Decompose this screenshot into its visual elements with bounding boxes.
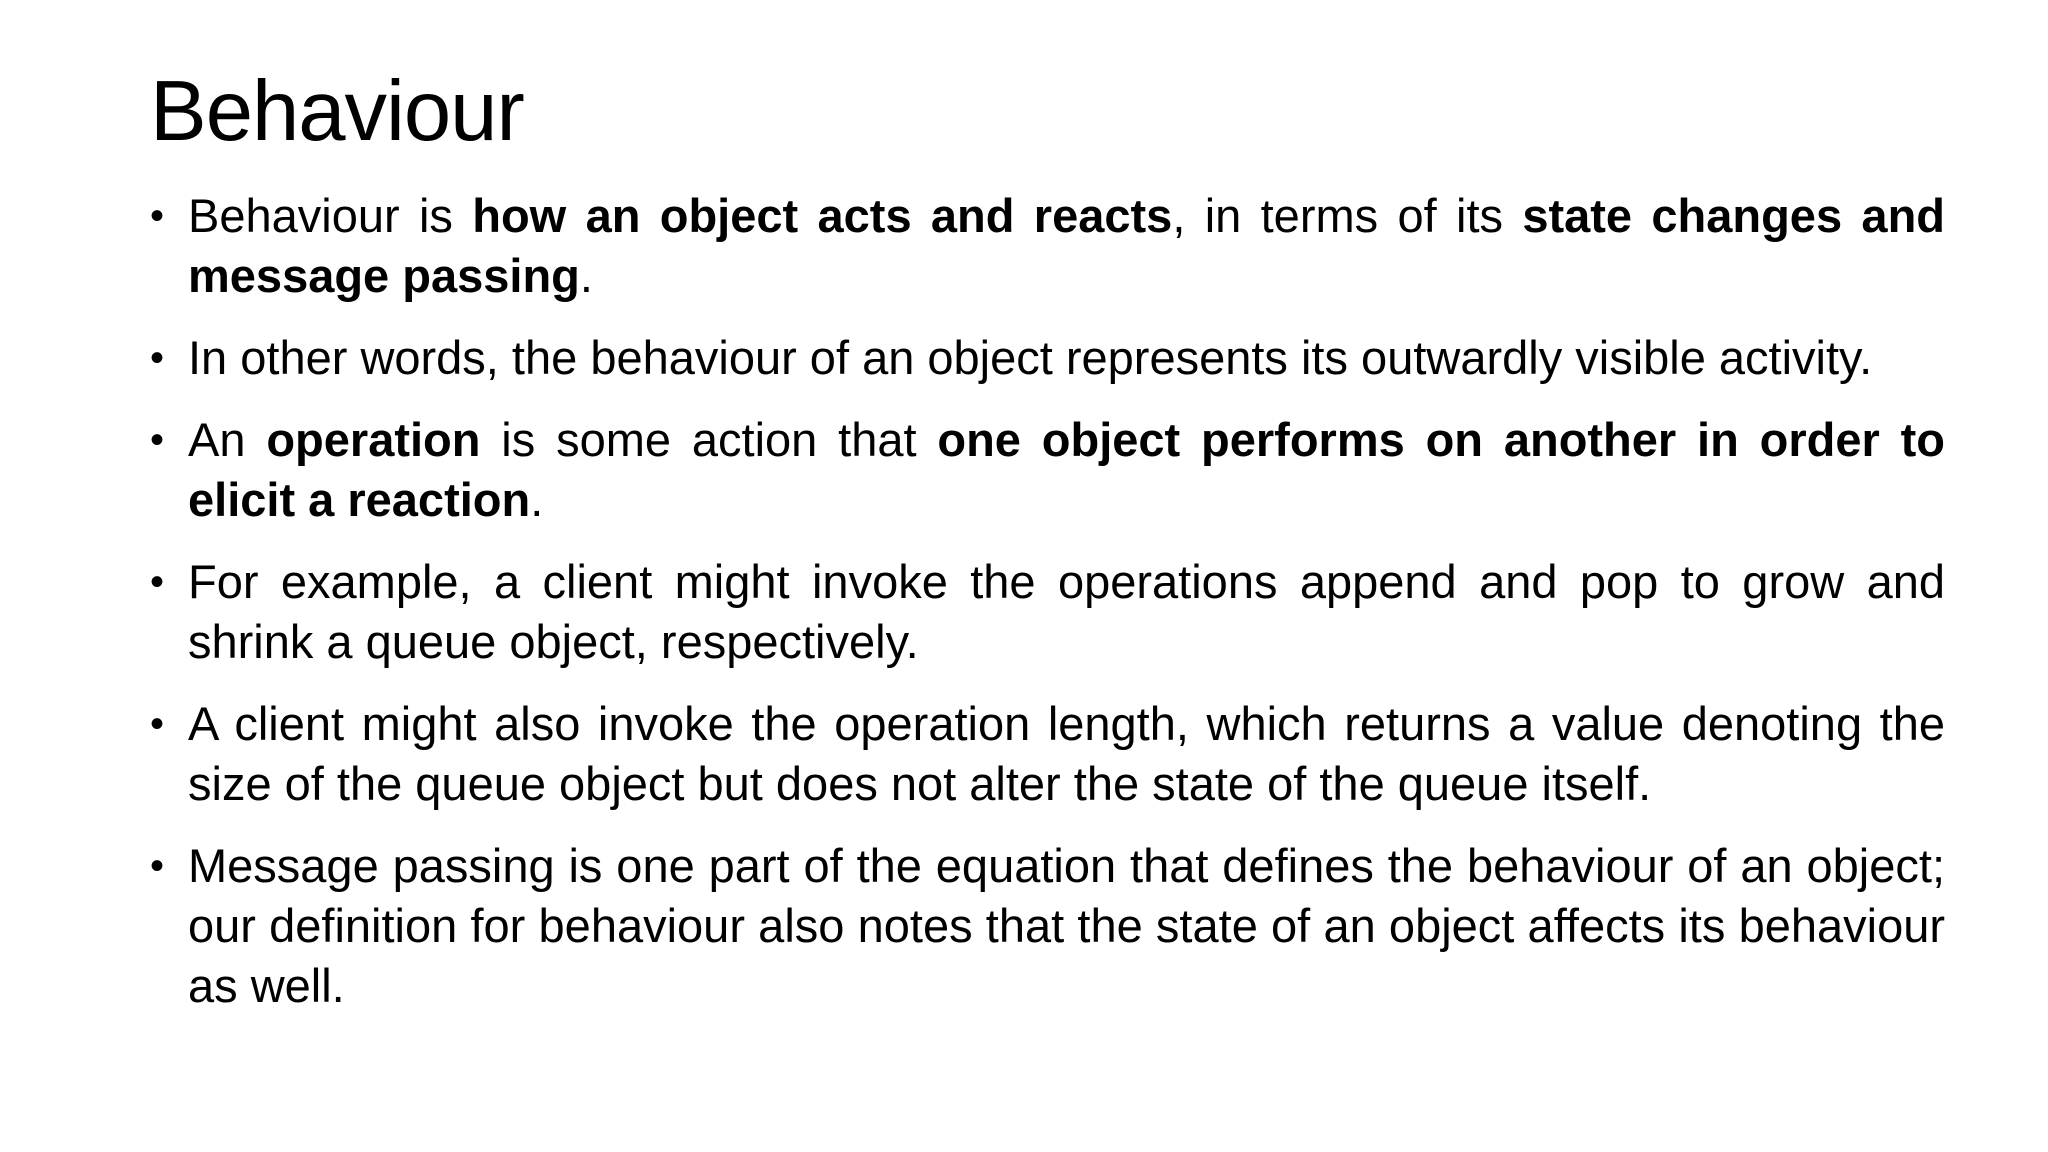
bold-text-segment: how an object acts and reacts <box>472 189 1173 242</box>
text-segment: Message passing is one part of the equation that defines the behaviour of an object; our definition for behaviour also notes that the state of an object affects its behaviour as well. <box>188 839 1945 1012</box>
bullet-text <box>188 694 1945 814</box>
bullet-item <box>150 410 1945 530</box>
bold-text-segment: one object performs on another in order to elicit a reaction <box>188 413 1945 526</box>
text-segment: A client might also invoke the operation length, which returns a value denoting the size of the queue object but does not alter the state of the queue itself. <box>188 697 1945 810</box>
bullet-list <box>150 186 1945 1038</box>
bullet-icon: • <box>150 336 165 380</box>
text-segment: Behaviour is <box>188 189 473 242</box>
bullet-item <box>150 694 1945 814</box>
bullet-icon: • <box>150 844 165 888</box>
bold-text-segment: operation <box>266 413 481 466</box>
bullet-text <box>188 410 1945 530</box>
text-segment: is some action that <box>480 413 938 466</box>
text-segment: An <box>188 413 267 466</box>
bullet-icon: • <box>150 418 165 462</box>
bullet-item <box>150 328 1945 388</box>
bold-text-segment: state changes and message passing <box>188 189 1945 302</box>
text-segment: . <box>579 249 593 302</box>
text-segment: , in terms of its <box>1172 189 1523 242</box>
bullet-icon: • <box>150 702 165 746</box>
bullet-text <box>188 552 1945 672</box>
bullet-text <box>188 186 1945 306</box>
bullet-text <box>188 836 1945 1016</box>
bullet-item <box>150 552 1945 672</box>
text-segment: In other words, the behaviour of an object represents its outwardly visible activity. <box>188 331 1873 384</box>
bullet-text <box>188 328 1945 388</box>
bullet-item <box>150 836 1945 1016</box>
text-segment: For example, a client might invoke the operations append and pop to grow and shrink a queue object, respectively. <box>188 555 1945 668</box>
text-segment: . <box>530 473 544 526</box>
bullet-item <box>150 186 1945 306</box>
bullet-icon: • <box>150 560 165 604</box>
slide-title: Behaviour <box>150 64 524 159</box>
bullet-icon: • <box>150 194 165 238</box>
